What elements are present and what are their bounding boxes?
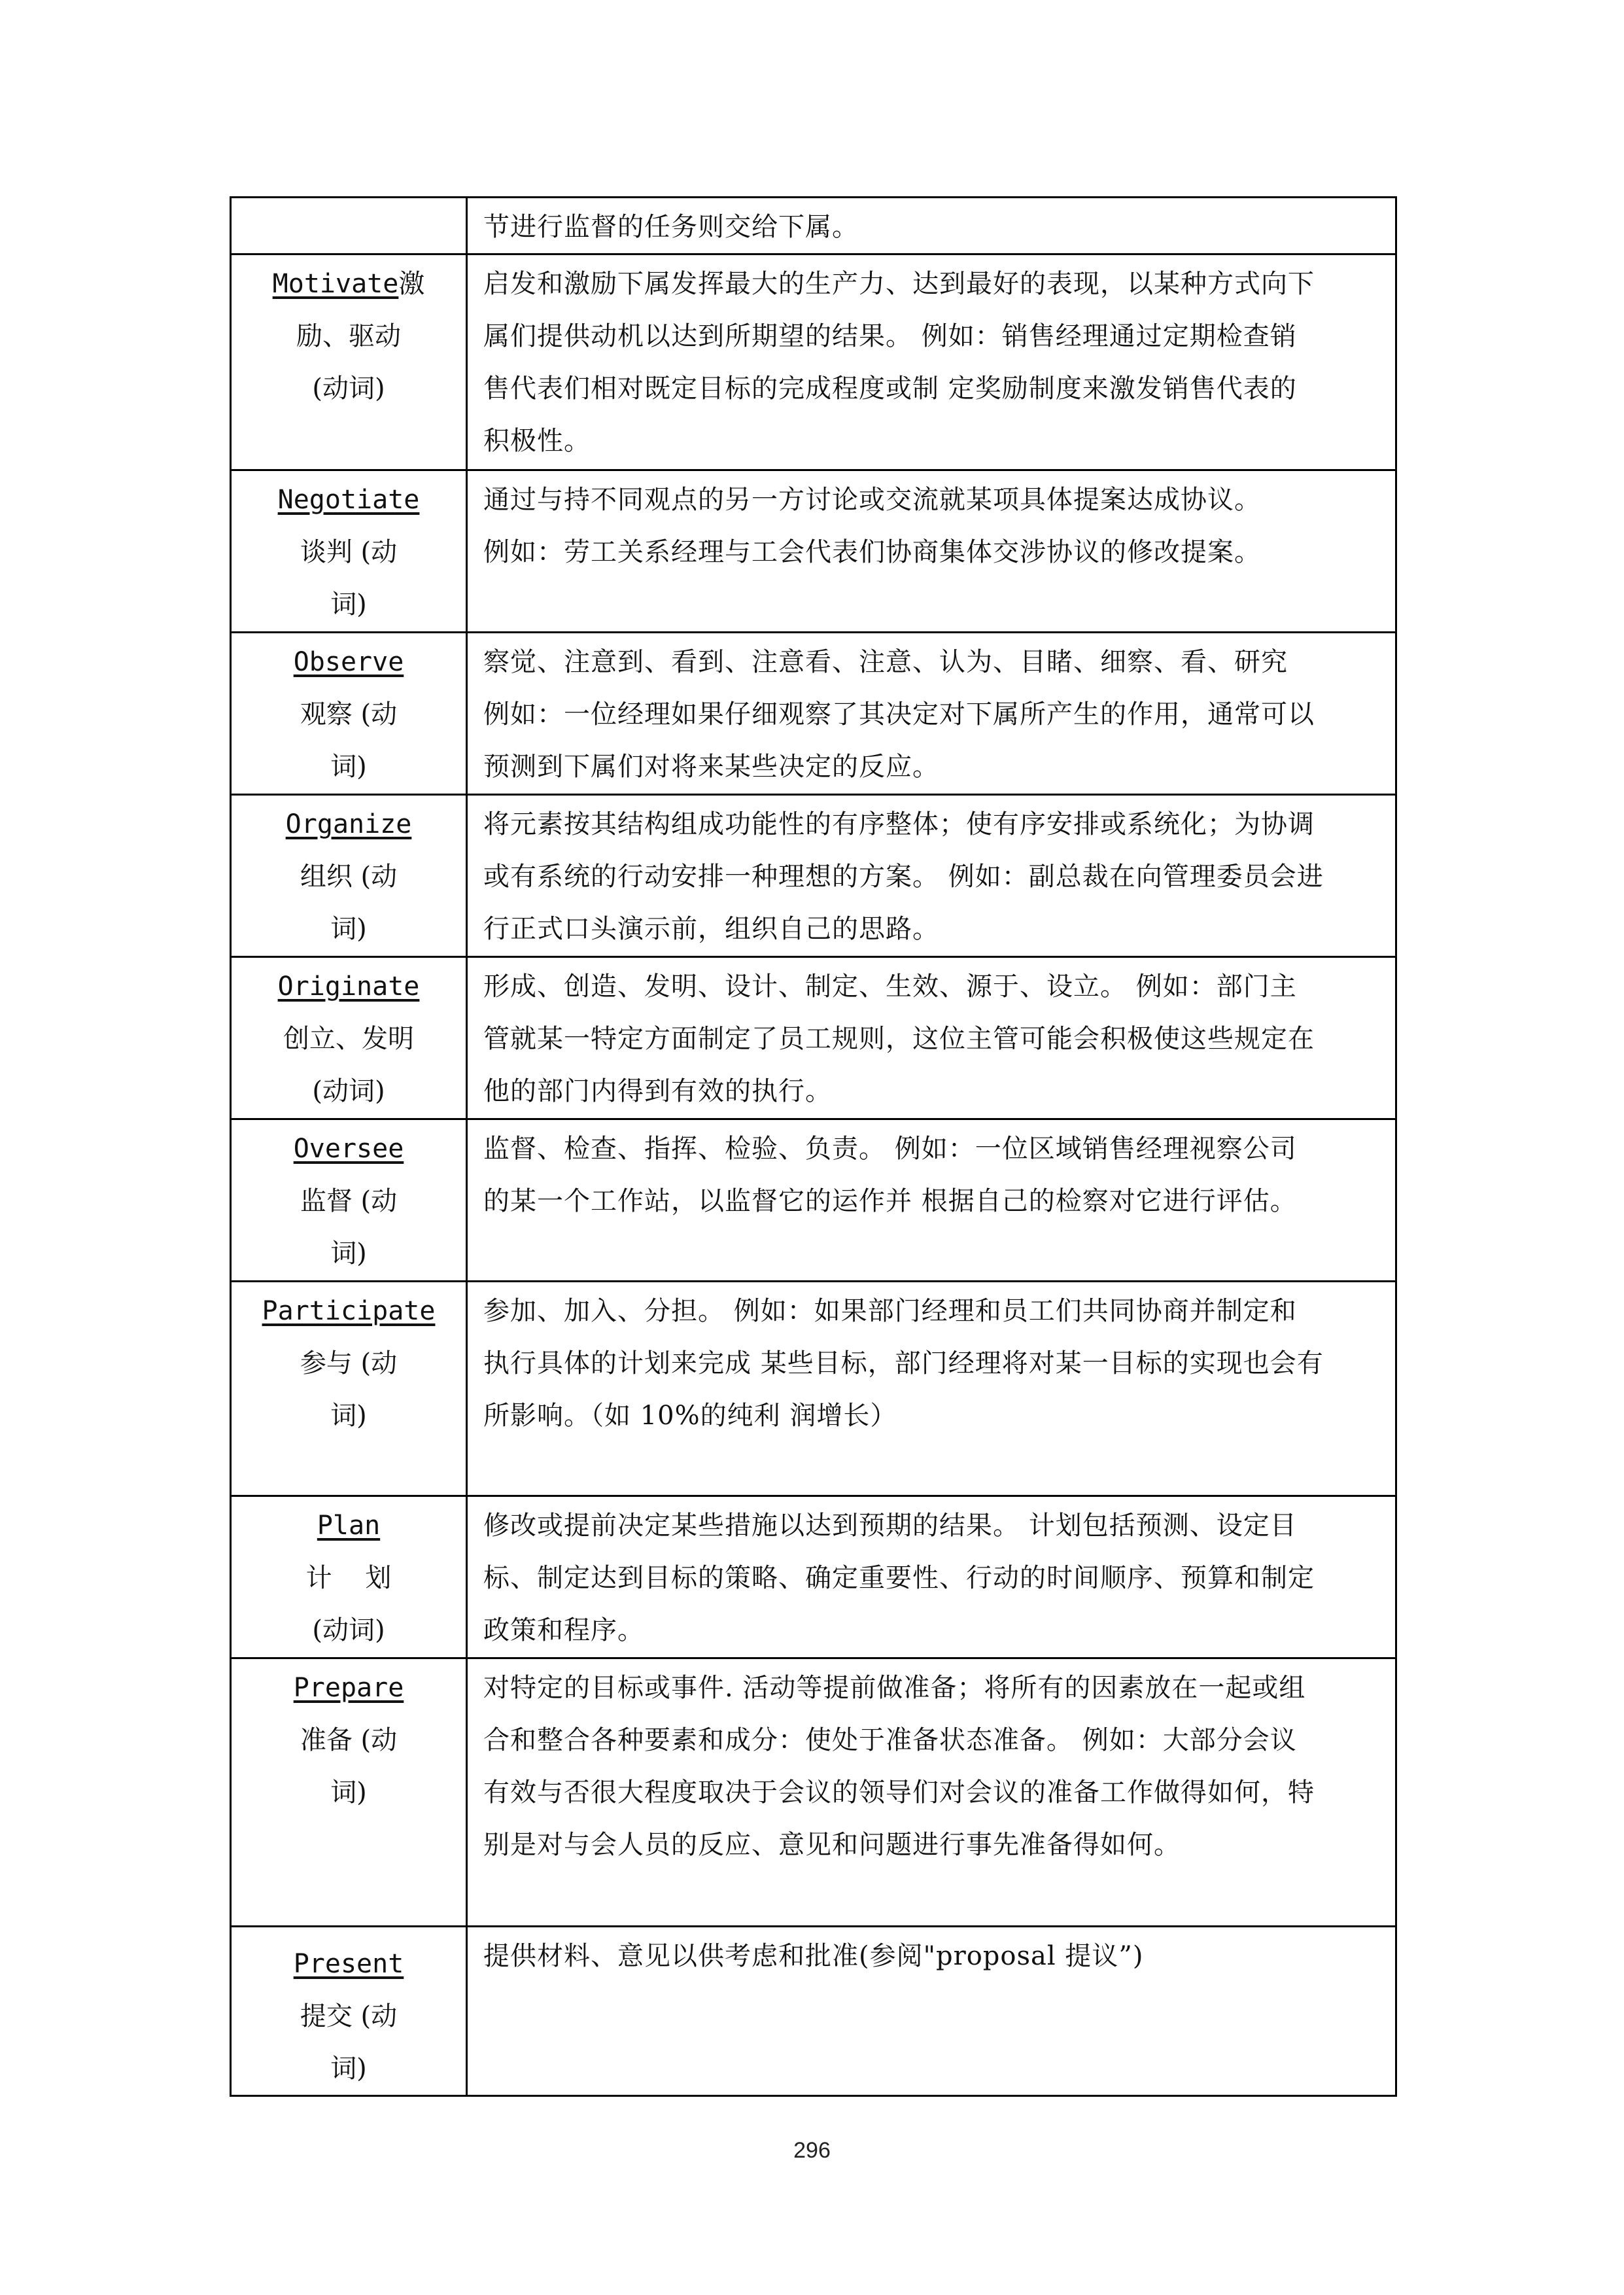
definition-line: 形成、创造、发明、设计、制定、生效、源于、设立。 例如：部门主	[483, 972, 1297, 1002]
term-cell-motivate	[231, 254, 467, 470]
term-cell-empty	[231, 198, 467, 254]
table-row	[231, 1282, 1396, 1496]
term-cell-prepare	[231, 1658, 467, 1927]
definition-line: 启发和激励下属发挥最大的生产力、达到最好的表现，以某种方式向下	[483, 269, 1315, 299]
term-cell-organize	[231, 795, 467, 957]
term-chinese: 激	[398, 269, 425, 299]
term-part-of-speech: 词)	[330, 1401, 367, 1431]
term-english: Present	[293, 1949, 404, 1979]
definition-line: 别是对与会人员的反应、意见和问题进行事先准备得如何。	[483, 1830, 1181, 1860]
definition-line: 属们提供动机以达到所期望的结果。 例如：销售经理通过定期检查销	[483, 321, 1297, 351]
definition-line: 政策和程序。	[483, 1615, 644, 1645]
glossary-table	[230, 196, 1397, 2097]
definition-line: 例如：一位经理如果仔细观察了其决定对下属所产生的作用，通常可以	[483, 699, 1315, 729]
term-english: Oversee	[293, 1134, 404, 1164]
term-chinese: 监督 (动	[300, 1186, 398, 1216]
definition-cell	[467, 1119, 1396, 1282]
definition-line: 监督、检查、指挥、检验、负责。 例如：一位区域销售经理视察公司	[483, 1134, 1297, 1164]
table-row	[231, 633, 1396, 795]
table-row	[231, 254, 1396, 470]
definition-line: 的某一个工作站，以监督它的运作并 根据自己的检察对它进行评估。	[483, 1186, 1297, 1216]
term-english: Motivate	[272, 269, 399, 299]
definition-line: 预测到下属们对将来某些决定的反应。	[483, 752, 939, 782]
definition-line: 积极性。	[483, 426, 591, 456]
definition-cell	[467, 1927, 1396, 2096]
definition-cell	[467, 633, 1396, 795]
definition-cell	[467, 470, 1396, 633]
definition-line: 节进行监督的任务则交给下属。	[483, 212, 859, 242]
table-row	[231, 1119, 1396, 1282]
definition-line: 他的部门内得到有效的执行。	[483, 1076, 832, 1106]
term-chinese-cont: 励、驱动	[296, 321, 401, 351]
term-cell-negotiate	[231, 470, 467, 633]
definition-line: 将元素按其结构组成功能性的有序整体；使有序安排或系统化；为协调	[483, 809, 1315, 839]
definition-line: 所影响。（如 10%的纯利 润增长）	[483, 1401, 897, 1431]
definition-line: 有效与否很大程度取决于会议的领导们对会议的准备工作做得如何，特	[483, 1778, 1315, 1808]
definition-line: 提供材料、意见以供考虑和批准(参阅"proposal 提议”)	[483, 1941, 1144, 1971]
table-row	[231, 470, 1396, 633]
table-row	[231, 957, 1396, 1119]
definition-line: 执行具体的计划来完成 某些目标，部门经理将对某一目标的实现也会有	[483, 1348, 1324, 1378]
term-chinese: 谈判 (动	[300, 537, 398, 567]
term-english: Observe	[293, 647, 404, 677]
term-part-of-speech: (动词)	[312, 1615, 385, 1645]
term-chinese: 参与 (动	[300, 1348, 398, 1378]
table-row	[231, 198, 1396, 254]
term-part-of-speech: 词)	[330, 1778, 367, 1808]
term-chinese: 准备 (动	[300, 1725, 398, 1755]
term-chinese: 观察 (动	[300, 699, 398, 729]
definition-line: 对特定的目标或事件. 活动等提前做准备；将所有的因素放在一起或组	[483, 1673, 1306, 1703]
term-part-of-speech: 词)	[330, 2054, 367, 2084]
definition-cell	[467, 198, 1396, 254]
definition-cell	[467, 795, 1396, 957]
definition-line: 标、制定达到目标的策略、确定重要性、行动的时间顺序、预算和制定	[483, 1563, 1315, 1593]
definition-line: 察觉、注意到、看到、注意看、注意、认为、目睹、细察、看、研究	[483, 647, 1288, 677]
definition-line: 修改或提前决定某些措施以达到预期的结果。 计划包括预测、设定目	[483, 1511, 1297, 1541]
definition-cell	[467, 1282, 1396, 1496]
term-chinese: 提交 (动	[300, 2001, 398, 2031]
term-english: Organize	[285, 809, 412, 839]
term-cell-observe	[231, 633, 467, 795]
definition-line: 售代表们相对既定目标的完成程度或制 定奖励制度来激发销售代表的	[483, 374, 1297, 404]
term-english: Plan	[317, 1511, 381, 1541]
term-cell-plan	[231, 1496, 467, 1658]
table-row	[231, 1496, 1396, 1658]
term-part-of-speech: (动词)	[312, 1076, 385, 1106]
term-part-of-speech: 词)	[330, 589, 367, 620]
term-chinese: 创立、发明	[283, 1024, 414, 1054]
term-english: Prepare	[293, 1673, 404, 1703]
definition-line: 行正式口头演示前，组织自己的思路。	[483, 914, 939, 944]
term-part-of-speech: (动词)	[312, 374, 385, 404]
definition-line: 管就某一特定方面制定了员工规则，这位主管可能会积极使这些规定在	[483, 1024, 1315, 1054]
term-chinese: 组织 (动	[300, 862, 398, 892]
term-english: Originate	[277, 972, 420, 1002]
definition-cell	[467, 254, 1396, 470]
definition-line: 参加、加入、分担。 例如：如果部门经理和员工们共同协商并制定和	[483, 1296, 1297, 1326]
term-part-of-speech: 词)	[330, 752, 367, 782]
definition-cell	[467, 1496, 1396, 1658]
table-row	[231, 1927, 1396, 2096]
term-line	[232, 258, 466, 310]
definition-line: 通过与持不同观点的另一方讨论或交流就某项具体提案达成协议。	[483, 485, 1261, 515]
term-cell-participate	[231, 1282, 467, 1496]
definition-cell	[467, 957, 1396, 1119]
table-row	[231, 1658, 1396, 1927]
term-cell-originate	[231, 957, 467, 1119]
term-english: Participate	[262, 1296, 436, 1326]
definition-cell	[467, 1658, 1396, 1927]
table-row	[231, 795, 1396, 957]
term-part-of-speech: 词)	[330, 914, 367, 944]
definition-line: 或有系统的行动安排一种理想的方案。 例如：副总裁在向管理委员会进	[483, 862, 1324, 892]
page-number: 296	[793, 2138, 831, 2163]
term-english: Negotiate	[277, 485, 420, 515]
term-cell-present	[231, 1927, 467, 2096]
term-chinese: 计 划	[305, 1563, 392, 1593]
term-part-of-speech: 词)	[330, 1238, 367, 1269]
term-cell-oversee	[231, 1119, 467, 1282]
definition-line: 例如：劳工关系经理与工会代表们协商集体交涉协议的修改提案。	[483, 537, 1261, 567]
definition-line: 合和整合各种要素和成分：使处于准备状态准备。 例如：大部分会议	[483, 1725, 1297, 1755]
